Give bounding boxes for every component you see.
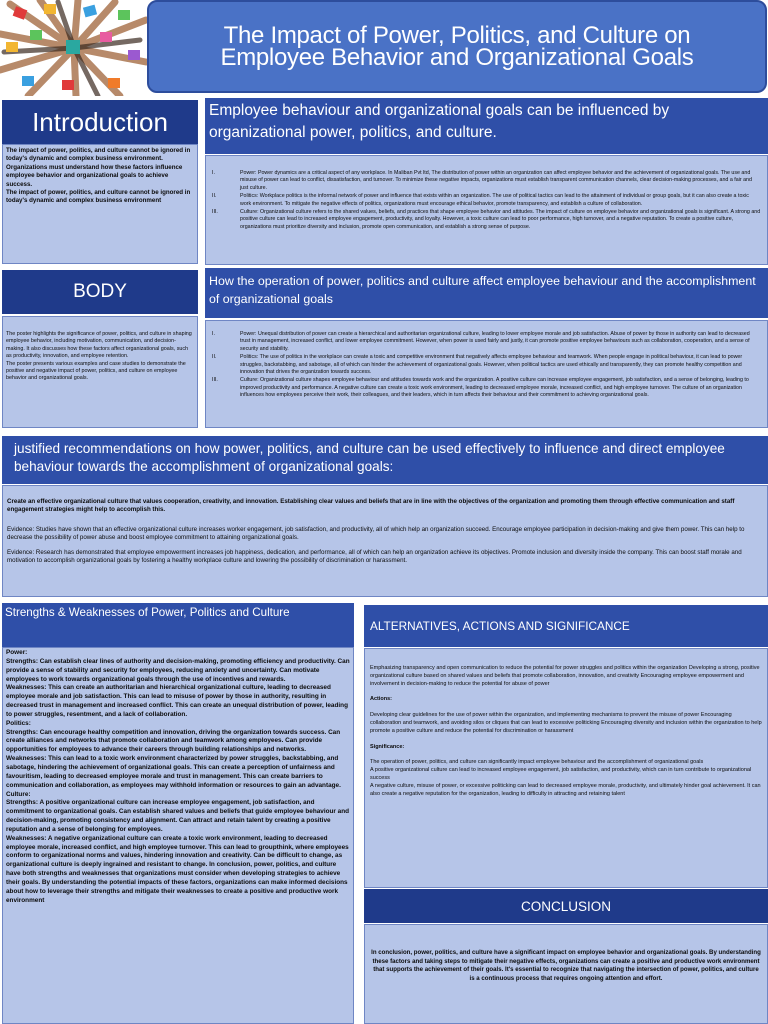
strengths-weaknesses-content <box>2 647 354 1024</box>
introduction-banner: Employee behaviour and organizational goals can be influenced by organizational power, politics, and culture. <box>205 98 768 154</box>
introduction-point <box>212 209 761 231</box>
poster-title-banner <box>147 0 767 93</box>
introduction-point <box>212 170 761 192</box>
body-point <box>212 377 761 399</box>
body-summary <box>2 316 198 428</box>
poster-title: The Impact of Power, Politics, and Culture on Employee Behavior and Organizational Goals <box>220 21 694 71</box>
introduction-summary <box>2 144 198 264</box>
conclusion-text: In conclusion, power, politics, and culture have a significant impact on employee behavior and organizational goals. By understanding these factors and taking steps to mitigate their negative effects, organizations can create a positive and productive work environment that supports the achievement of their goals. It's essential to recognize that navigating the intersection of power, politics, and culture is a continuous process that requires ongoing attention and effort. <box>371 949 761 982</box>
body-banner: How the operation of power, politics and culture affect employee behaviour and the accomplishment of organizational goals <box>205 268 768 318</box>
point-number: III. <box>212 209 218 216</box>
point-number: I. <box>212 170 215 176</box>
point-number: II. <box>212 354 217 361</box>
strengths-weaknesses-text: Power: Strengths: Can establish clear lines of authority and decision-making, promoting efficiency and productivity. Can provide a sense of stability and security for employees, reducing anxiety and uncertainty. Can motivate employees to work towards organizational goals through the use of incentives and rewards. Weaknesses: This can create an authoritarian and hierarchical organizational culture, leading to decreased employee morale and job satisfaction. This can lead to misuse of power by those in authority, resulting in decreased trust in management and increased conflict. This can create an unequal distribution of power, leading to power struggles, resentment, and a lack of collaboration. Politics: Strengths: Can encourage healthy competition and innovation, driving the organization towards success. Can create alliances and networks that promote collaboration and teamwork among employees. Can provide opportunities for employees to advance their careers through building relationships and networks. Weaknesses: This can lead to a toxic work environment characterized by power struggles, backstabbing, and sabotage, hindering the achievement of organizational goals. This can create a perception of unfairness and favouritism, leading to decreased employee morale and trust in management. This can create barriers to communication and collaboration, as employees may withhold information or resources to gain an advantage. Culture: Strengths: A positive organizational culture can increase employee engagement, job satisfaction, and commitment to organizational goals. Can establish shared values and beliefs that guide employee behaviour and decision-making, promoting consistency and alignment. Can attract and retain talent by creating a positive reputation and a sense of belonging for employees. Weaknesses: A negative organizational culture can create a toxic work environment, leading to decreased employee morale, increased conflict, and high employee turnover. This can lead to groupthink, where employees conform to organizational norms and values, hindering innovation and creativity. Can be difficult to change, as organizational culture is deeply ingrained and resistant to change. In conclusion, power, politics, and culture have both strengths and weaknesses that organizations must consider when developing strategies to achieve their goals. By understanding the potential impacts of these factors, organizations can make informed decisions about how to leverage their strengths and mitigate their weaknesses to create a positive and productive work environment <box>6 649 350 904</box>
point-text: Politics: The use of politics in the workplace can create a toxic and competitive environment that negatively affects employee behaviour and teamwork. When people engage in political behaviour, it can lead to power struggles, backstabbing, and sabotage, all of which can hinder the achievement of organizational goals. However, when political tactics are used ethically and transparently, they can promote healthy competition and innovation that drives the organization towards success. <box>240 354 743 376</box>
body-point <box>212 331 761 353</box>
hands-puzzle-icon <box>0 0 148 96</box>
significance-label: Significance: <box>370 743 405 750</box>
point-text: Culture: Organizational culture shapes employee behaviour and attitudes towards work and the organization. A positive culture can increase employee engagement, job satisfaction, and a sense of belonging, leading to improved productivity and performance. A negative culture can create a toxic work environment, leading to decreased employee morale, increased conflict, and high employee turnover. The culture of an organization influences how employees perceive their work, their colleagues, and their leaders, which in turn affects their behaviour and their commitment to achieving organizational goals. <box>240 377 749 399</box>
introduction-points <box>205 155 768 265</box>
body-summary-text: The poster highlights the significance of power, politics, and culture in shaping employee behavior, including motivation, communication, and decision-making. It also discusses how these factors affect organizational goals, such as productivity, innovation, and employee retention. The poster presents various examples and case studies to demonstrate the positive and negative impact of power, politics, and culture on employee behavior and organizational goals. <box>6 331 192 382</box>
body-point <box>212 354 761 376</box>
strengths-weaknesses-heading: Strengths & Weaknesses of Power, Politics and Culture <box>2 603 354 647</box>
conclusion-content <box>364 924 768 1024</box>
point-number: II. <box>212 193 217 200</box>
point-text: Politics: Workplace politics is the informal network of power and influence that exists within an organization. The use of political tactics can lead to the attainment of individual or group goals, but it can also create a toxic work environment. To mitigate the negative effects of politics, organizations must encourage ethical behavior, promote transparency, and establish a culture of collaboration. <box>240 193 749 207</box>
actions-paragraph: Developing clear guidelines for the use of power within the organization, and implementing mechanisms to prevent the misuse of power Encouraging collaboration and teamwork, and avoiding silos or cliques that can lead to excessive politicking Encouraging diversity and inclusion within the organization to help promote a positive culture and reduce the potential for discrimination or harassment <box>370 712 762 734</box>
body-points <box>205 320 768 428</box>
actions-label: Actions: <box>370 696 392 703</box>
conclusion-heading: CONCLUSION <box>364 889 768 923</box>
point-number: III. <box>212 377 218 384</box>
body-heading: BODY <box>2 270 198 314</box>
alternatives-content <box>364 648 768 888</box>
point-text: Power: Unequal distribution of power can create a hierarchical and authoritarian organizational culture, leading to lower employee morale and job satisfaction. Abuse of power by those in authority can lead to decreased trust in management, increased conflict, and lower employee commitment. However, when power is used fairly and justly, it can promote positive employee behaviours such as collaboration, cooperation, and a sense of security and stability. <box>240 331 750 352</box>
recommendations-banner: justified recommendations on how power, politics, and culture can be used effectively to influence and direct employee behaviour towards the accomplishment of organizational goals: <box>2 436 768 484</box>
point-text: Culture: Organizational culture refers to the shared values, beliefs, and practices that shape employee behavior and attitudes. The impact of culture on employee behavior and organizational goals is significant. A strong and positive culture can lead to increased employee engagement, productivity, and loyalty. However, a toxic culture can lead to poor performance, high turnover, and a negative reputation. To create a positive culture, organizations must prioritize diversity and inclusion, promote open communication, and establish a strong sense of purpose. <box>240 209 761 230</box>
hands-puzzle-logo <box>0 0 148 96</box>
recommendation-evidence: Evidence: Studies have shown that an effective organizational culture increases worker engagement, job satisfaction, and productivity, all of which help an organization succeed. Encourage employee participation in decision-making and give them power. This can help to decrease the possibility of power abuse and boost employee commitment to attaining organizational goals. <box>7 525 745 541</box>
introduction-point <box>212 193 761 208</box>
alternatives-heading: ALTERNATIVES, ACTIONS AND SIGNIFICANCE <box>364 605 768 647</box>
recommendation-paragraph: Create an effective organizational culture that values cooperation, creativity, and innovation. Establishing clear values and beliefs that are in line with the objectives of the organization and promoting them through effective communication and staff engagement strategies might help to accomplish this. <box>7 498 735 514</box>
point-number: I. <box>212 331 215 337</box>
recommendations-content <box>2 485 768 597</box>
recommendation-evidence: Evidence: Research has demonstrated that employee empowerment increases job happiness, dedication, and performance, all of which can help an organization achieve its objectives. Promote inclusion and diversity inside the company. This can boost staff morale and motivation to accomplish organizational goals by fostering a healthy workplace culture and lowering the possibility of discrimination or harassment. <box>7 549 742 565</box>
introduction-heading: Introduction <box>2 100 198 144</box>
significance-paragraph: The operation of power, politics, and culture can significantly impact employee behaviour and the accomplishment of organizational goals A positive organizational culture can lead to increased employee engagement, job satisfaction, and productivity, which can in turn contribute to organizational success A negative culture, misuse of power, or excessive politicking can lead to decreased employee morale, productivity, and ultimately hinder goal achievement. It can also create a negative reputation for the organization, leading to difficulty in attracting and retaining talent <box>370 759 761 797</box>
point-text: Power: Power dynamics are a critical aspect of any workplace. In Maliban Pvt ltd, The distribution of power within an organization can affect employee behavior and the achievement of organizational goals. The use and misuse of power can lead to conflict, dissatisfaction, and turnover. To minimize these negative impacts, organizations must establish transparent communication channels, clear decision-making processes, and a fair and just culture. <box>240 170 752 191</box>
introduction-summary-text: The impact of power, politics, and culture cannot be ignored in today's dynamic and complex business environment. Organizations must understand how these factors influence employee behavior and organizational goals to achieve success. The impact of power, politics, and culture cannot be ignored in today's dynamic and complex business environment <box>6 147 191 205</box>
alternatives-paragraph: Emphasizing transparency and open communication to reduce the potential for power struggles and politics within the organization Developing a strong, positive organizational culture based on shared values and beliefs that promote collaboration, innovation, and creativity Encouraging employee empowerment and involvement in decision-making to reduce the potential for abuse of power <box>370 665 760 687</box>
